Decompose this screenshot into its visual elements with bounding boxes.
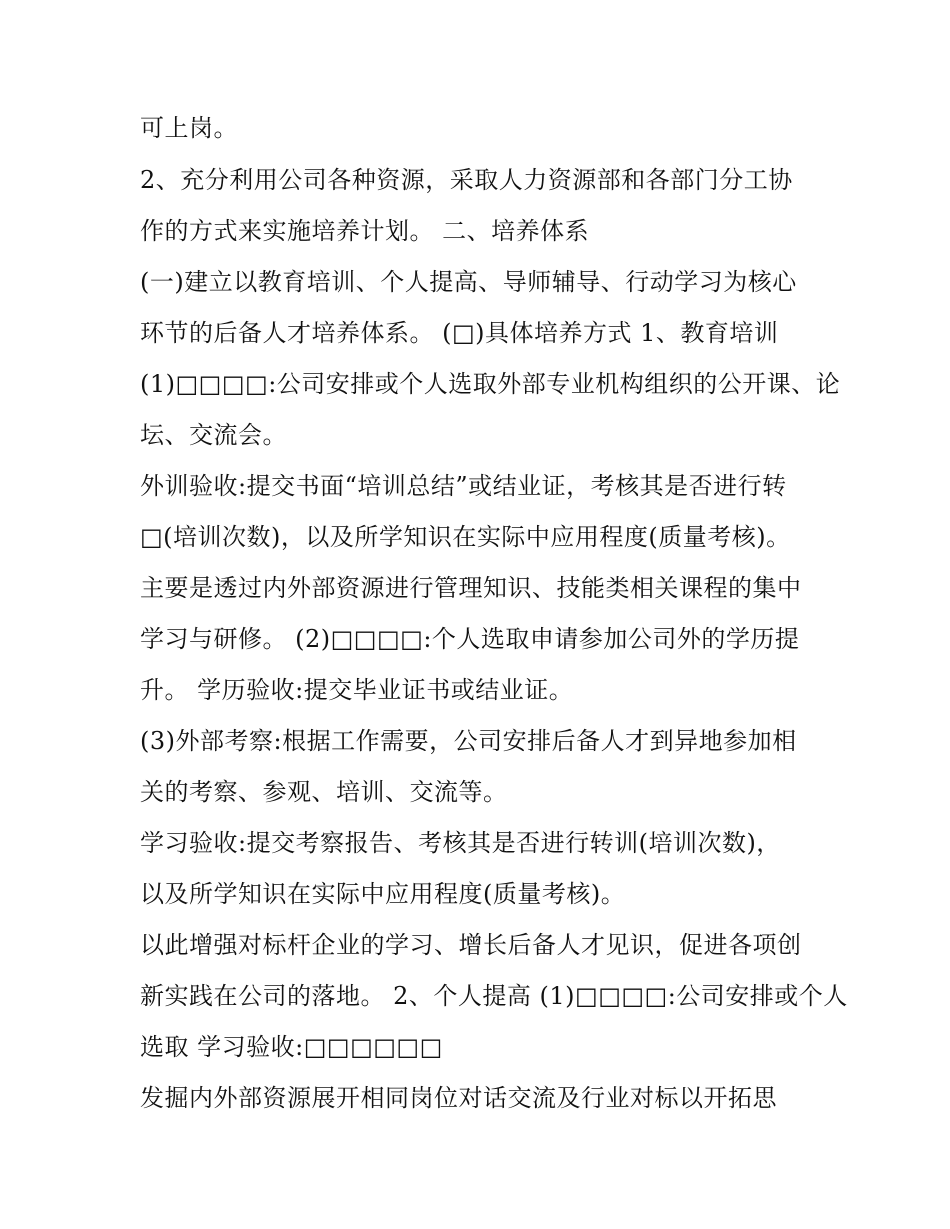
text-line-18: 新实践在公司的落地。 2、个人提高 (1)□□□□:公司安排或个人 bbox=[140, 982, 848, 1010]
text-line-20: 发掘内外部资源展开相同岗位对话交流及行业对标以开拓思 bbox=[140, 1084, 777, 1112]
text-line-15: 学习验收:提交考察报告、考核其是否进行转训(培训次数)， bbox=[140, 829, 781, 857]
text-line-16: 以及所学知识在实际中应用程度(质量考核)。 bbox=[140, 880, 626, 908]
text-line-19: 选取 学习验收:□□□□□□ bbox=[140, 1033, 443, 1061]
text-line-8: 外训验收:提交书面“培训总结”或结业证，考核其是否进行转 bbox=[140, 472, 787, 500]
text-line-9: □(培训次数)，以及所学知识在实际中应用程度(质量考核)。 bbox=[140, 523, 791, 551]
text-line-13: (3)外部考察:根据工作需要，公司安排后备人才到异地参加相 bbox=[140, 727, 797, 755]
text-line-6: (1)□□□□:公司安排或个人选取外部专业机构组织的公开课、论 bbox=[140, 370, 841, 398]
text-line-3: 作的方式来实施培养计划。 二、培养体系 bbox=[140, 217, 590, 245]
text-line-11: 学习与研修。 (2)□□□□:个人选取申请参加公司外的学历提 bbox=[140, 625, 800, 653]
text-line-1: 可上岗。 bbox=[140, 114, 238, 142]
text-line-10: 主要是透过内外部资源进行管理知识、技能类相关课程的集中 bbox=[140, 574, 802, 602]
text-line-12: 升。 学历验收:提交毕业证书或结业证。 bbox=[140, 676, 574, 704]
text-line-7: 坛、交流会。 bbox=[140, 421, 287, 449]
text-line-2: 2、充分利用公司各种资源，采取人力资源部和各部门分工协 bbox=[140, 166, 793, 194]
text-line-14: 关的考察、参观、培训、交流等。 bbox=[140, 778, 508, 806]
text-line-17: 以此增强对标杆企业的学习、增长后备人才见识，促进各项创 bbox=[140, 931, 802, 959]
text-line-5: 环节的后备人才培养体系。 (□)具体培养方式 1、教育培训 bbox=[140, 319, 779, 347]
text-line-4: (一)建立以教育培训、个人提高、导师辅导、行动学习为核心 bbox=[140, 268, 797, 296]
